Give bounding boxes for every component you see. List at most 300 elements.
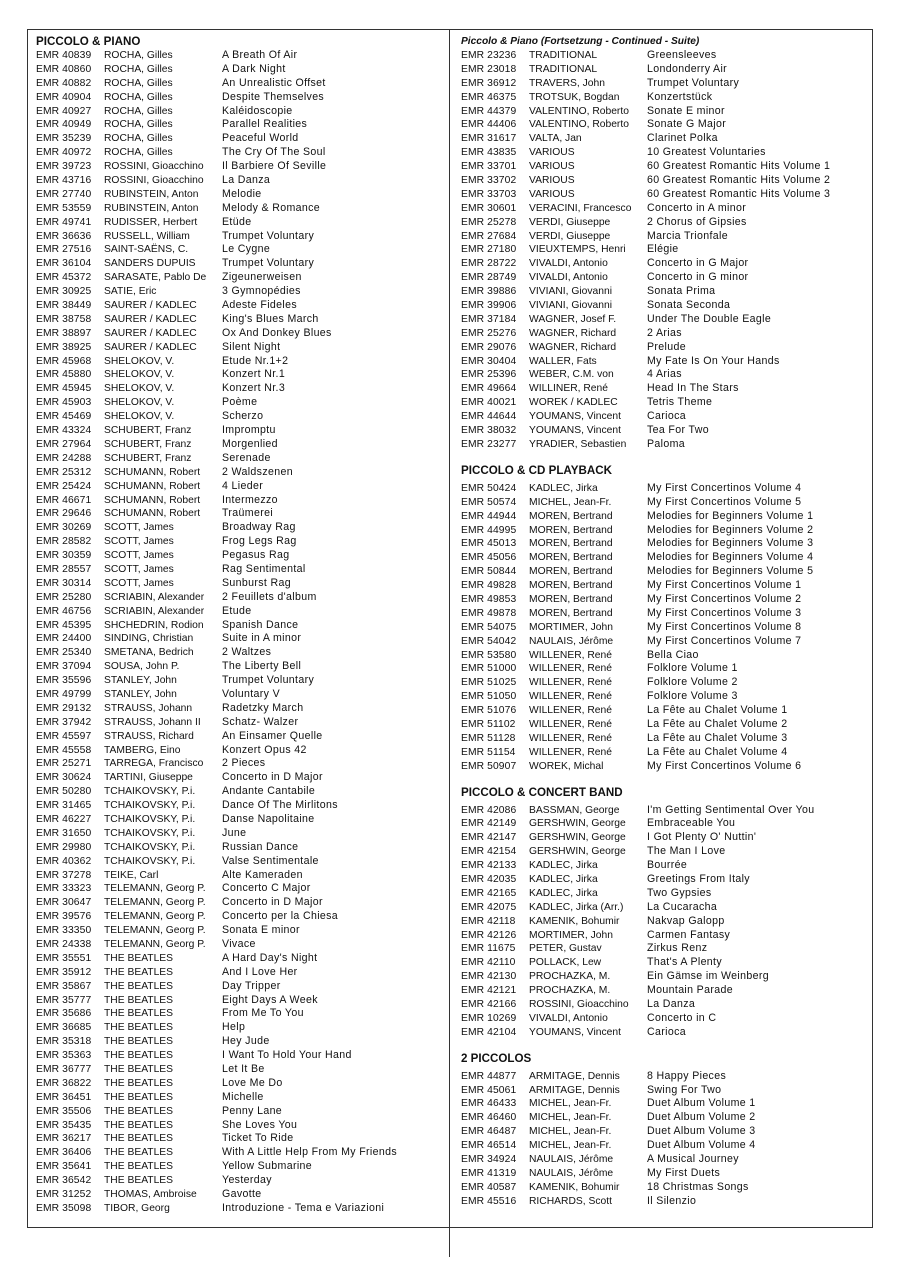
catalog-entry xyxy=(36,202,442,216)
catalog-number: EMR 29980 xyxy=(36,841,92,853)
piece-title: Hey Jude xyxy=(222,1035,270,1048)
catalog-entry xyxy=(36,494,442,508)
piece-title: Melodie xyxy=(222,187,262,200)
catalog-entry xyxy=(461,313,866,327)
catalog-entry xyxy=(461,817,866,831)
catalog-number: EMR 25276 xyxy=(461,327,517,339)
composer-name: VIVIANI, Giovanni xyxy=(529,300,612,312)
catalog-number: EMR 33323 xyxy=(36,883,92,895)
composer-name: NAULAIS, Jérôme xyxy=(529,635,614,647)
catalog-number: EMR 51076 xyxy=(461,705,517,717)
catalog-number: EMR 39886 xyxy=(461,286,517,298)
catalog-number: EMR 35506 xyxy=(36,1105,92,1117)
catalog-number: EMR 36636 xyxy=(36,230,92,242)
piece-title: Elégie xyxy=(647,243,679,256)
piece-title: My First Concertinos Volume 5 xyxy=(647,495,802,508)
piece-title: June xyxy=(222,826,247,839)
composer-name: MICHEL, Jean-Fr. xyxy=(529,496,612,508)
piece-title: Danse Napolitaine xyxy=(222,812,315,825)
composer-name: THE BEATLES xyxy=(104,1147,174,1159)
catalog-number: EMR 38032 xyxy=(461,425,517,437)
catalog-number: EMR 39576 xyxy=(36,911,92,923)
catalog-entry xyxy=(461,49,866,63)
piece-title: La Fête au Chalet Volume 1 xyxy=(647,704,788,717)
composer-name: RUBINSTEIN, Anton xyxy=(104,188,199,200)
piece-title: With A Little Help From My Friends xyxy=(222,1146,397,1159)
catalog-entry xyxy=(36,966,442,980)
composer-name: NAULAIS, Jérôme xyxy=(529,1167,614,1179)
composer-name: MICHEL, Jean-Fr. xyxy=(529,1098,612,1110)
piece-title: I'm Getting Sentimental Over You xyxy=(647,803,815,816)
catalog-entry xyxy=(36,744,442,758)
catalog-entry xyxy=(461,1097,866,1111)
catalog-entry xyxy=(36,799,442,813)
composer-name: TROTSUK, Bogdan xyxy=(529,91,620,103)
piece-title: Suite in A minor xyxy=(222,632,302,645)
catalog-entry xyxy=(36,1119,442,1133)
piece-title: 60 Greatest Romantic Hits Volume 1 xyxy=(647,160,831,173)
catalog-number: EMR 46487 xyxy=(461,1126,517,1138)
catalog-entry xyxy=(36,299,442,313)
piece-title: Sonata Prima xyxy=(647,285,716,298)
section-title: Piccolo & Piano (Fortsetzung - Continued - Suite) xyxy=(461,36,700,47)
composer-name: THE BEATLES xyxy=(104,1077,174,1089)
catalog-number: EMR 36912 xyxy=(461,77,517,89)
catalog-entry xyxy=(461,424,866,438)
catalog-entry xyxy=(461,690,866,704)
composer-name: MOREN, Bertrand xyxy=(529,510,613,522)
composer-name: WILLENER, René xyxy=(529,718,612,730)
composer-name: THE BEATLES xyxy=(104,1008,174,1020)
piece-title: 2 Pieces xyxy=(222,757,266,770)
catalog-entry xyxy=(461,942,866,956)
composer-name: PETER, Gustav xyxy=(529,943,602,955)
piece-title: Vivace xyxy=(222,938,256,950)
catalog-number: EMR 50574 xyxy=(461,496,517,508)
catalog-entry xyxy=(36,952,442,966)
catalog-number: EMR 49853 xyxy=(461,593,517,605)
catalog-number: EMR 40362 xyxy=(36,855,92,867)
catalog-entry xyxy=(461,510,866,524)
piece-title: Concerto in C xyxy=(647,1011,717,1024)
catalog-number: EMR 42035 xyxy=(461,873,517,885)
catalog-number: EMR 36822 xyxy=(36,1077,92,1089)
catalog-entry xyxy=(36,813,442,827)
catalog-entry xyxy=(36,563,442,577)
catalog-entry xyxy=(461,845,866,859)
catalog-number: EMR 27684 xyxy=(461,230,517,242)
piece-title: King's Blues March xyxy=(222,312,319,325)
catalog-entry xyxy=(461,77,866,91)
catalog-number: EMR 35641 xyxy=(36,1161,92,1173)
catalog-entry xyxy=(36,855,442,869)
catalog-number: EMR 54042 xyxy=(461,635,517,647)
catalog-entry xyxy=(36,660,442,674)
catalog-entry xyxy=(461,188,866,202)
piece-title: Sonata Seconda xyxy=(647,299,731,312)
catalog-entry xyxy=(461,524,866,538)
composer-name: SMETANA, Bedrich xyxy=(104,647,194,659)
composer-name: VARIOUS xyxy=(529,188,575,200)
composer-name: RUDISSER, Herbert xyxy=(104,216,198,228)
catalog-entry xyxy=(36,577,442,591)
composer-name: YOUMANS, Vincent xyxy=(529,411,621,423)
composer-name: VALENTINO, Roberto xyxy=(529,119,629,131)
piece-title: Andante Cantabile xyxy=(222,785,316,798)
catalog-entry xyxy=(461,105,866,119)
piece-title: A Hard Day's Night xyxy=(222,951,318,964)
piece-title: My Fate Is On Your Hands xyxy=(647,354,780,367)
catalog-entry xyxy=(36,1077,442,1091)
catalog-entry xyxy=(461,579,866,593)
composer-name: WOREK / KADLEC xyxy=(529,397,618,409)
catalog-entry xyxy=(36,591,442,605)
catalog-number: EMR 42075 xyxy=(461,901,517,913)
catalog-number: EMR 53580 xyxy=(461,649,517,661)
catalog-number: EMR 25396 xyxy=(461,369,517,381)
composer-name: SCHUMANN, Robert xyxy=(104,480,201,492)
piece-title: 60 Greatest Romantic Hits Volume 3 xyxy=(647,187,831,200)
catalog-entry xyxy=(461,956,866,970)
catalog-entry xyxy=(36,827,442,841)
catalog-entry xyxy=(36,632,442,646)
piece-title: Voluntary V xyxy=(222,687,281,700)
catalog-number: EMR 30314 xyxy=(36,577,92,589)
catalog-entry xyxy=(36,1021,442,1035)
catalog-section xyxy=(461,1052,866,1209)
catalog-entry xyxy=(461,970,866,984)
catalog-number: EMR 23018 xyxy=(461,63,517,75)
catalog-number: EMR 24288 xyxy=(36,452,92,464)
catalog-number: EMR 40972 xyxy=(36,147,92,159)
catalog-entry xyxy=(36,674,442,688)
catalog-section xyxy=(461,35,866,452)
catalog-number: EMR 31650 xyxy=(36,827,92,839)
catalog-number: EMR 30624 xyxy=(36,772,92,784)
catalog-number: EMR 45469 xyxy=(36,411,92,423)
composer-name: ROCHA, Gilles xyxy=(104,91,173,103)
catalog-entry xyxy=(36,1188,442,1202)
catalog-number: EMR 37278 xyxy=(36,869,92,881)
catalog-number: EMR 28582 xyxy=(36,536,92,548)
composer-name: MICHEL, Jean-Fr. xyxy=(529,1126,612,1138)
composer-name: SHELOKOV, V. xyxy=(104,369,175,381)
piece-title: Duet Album Volume 1 xyxy=(647,1097,756,1110)
composer-name: ROCHA, Gilles xyxy=(104,77,173,89)
composer-name: RUBINSTEIN, Anton xyxy=(104,202,199,214)
catalog-number: EMR 51102 xyxy=(461,718,516,730)
catalog-number: EMR 25312 xyxy=(36,466,92,478)
catalog-entry xyxy=(461,732,866,746)
catalog-entry xyxy=(461,285,866,299)
piece-title: Bourrée xyxy=(647,859,688,872)
catalog-entry xyxy=(461,607,866,621)
composer-name: GERSHWIN, George xyxy=(529,818,626,830)
composer-name: TCHAIKOVSKY, P.i. xyxy=(104,841,196,853)
piece-title: Yesterday xyxy=(222,1174,272,1187)
composer-name: MORTIMER, John xyxy=(529,621,613,633)
composer-name: WILLENER, René xyxy=(529,746,612,758)
composer-name: MOREN, Bertrand xyxy=(529,566,613,578)
piece-title: Sunburst Rag xyxy=(222,576,291,589)
catalog-number: EMR 49828 xyxy=(461,580,517,592)
composer-name: YOUMANS, Vincent xyxy=(529,1026,621,1038)
catalog-entry xyxy=(461,132,866,146)
composer-name: THE BEATLES xyxy=(104,1119,174,1131)
catalog-number: EMR 27740 xyxy=(36,188,92,200)
section-title: 2 PICCOLOS xyxy=(461,1051,532,1065)
catalog-entry xyxy=(461,635,866,649)
catalog-number: EMR 50280 xyxy=(36,786,92,798)
catalog-entry xyxy=(461,649,866,663)
composer-name: THE BEATLES xyxy=(104,1175,174,1187)
catalog-number: EMR 28749 xyxy=(461,272,517,284)
catalog-entry xyxy=(461,704,866,718)
catalog-entry xyxy=(36,1202,442,1216)
catalog-number: EMR 36777 xyxy=(36,1064,92,1076)
piece-title: Eight Days A Week xyxy=(222,993,318,1006)
composer-name: WEBER, C.M. von xyxy=(529,369,614,381)
composer-name: TELEMANN, Georg P. xyxy=(104,939,206,950)
piece-title: Greetings From Italy xyxy=(647,872,750,885)
catalog-entry xyxy=(461,1195,866,1209)
piece-title: Michelle xyxy=(222,1090,264,1103)
composer-name: WILLENER, René xyxy=(529,677,612,689)
catalog-entry xyxy=(461,887,866,901)
piece-title: Serenade xyxy=(222,451,271,464)
composer-name: STRAUSS, Richard xyxy=(104,730,194,742)
piece-title: Ticket To Ride xyxy=(222,1132,294,1145)
catalog-entry xyxy=(461,174,866,188)
catalog-number: EMR 30647 xyxy=(36,897,92,909)
piece-title: Kaléidoscopie xyxy=(222,104,293,117)
composer-name: VIVALDI, Antonio xyxy=(529,258,608,270)
piece-title: She Loves You xyxy=(222,1118,298,1131)
composer-name: SHELOKOV, V. xyxy=(104,411,175,423)
catalog-number: EMR 27964 xyxy=(36,438,92,450)
composer-name: SCRIABIN, Alexander xyxy=(104,605,205,617)
catalog-entry xyxy=(36,271,442,285)
catalog-entry xyxy=(36,730,442,744)
catalog-entry xyxy=(36,605,442,619)
composer-name: ROCHA, Gilles xyxy=(104,133,173,145)
composer-name: MICHEL, Jean-Fr. xyxy=(529,1140,612,1152)
catalog-number: EMR 25280 xyxy=(36,591,92,603)
piece-title: Folklore Volume 1 xyxy=(647,662,738,675)
catalog-entry xyxy=(36,438,442,452)
catalog-entry xyxy=(36,230,442,244)
catalog-section xyxy=(461,786,866,1040)
composer-name: KADLEC, Jirka (Arr.) xyxy=(529,901,624,913)
composer-name: THE BEATLES xyxy=(104,1133,174,1145)
catalog-entry xyxy=(461,1084,866,1098)
composer-name: THE BEATLES xyxy=(104,980,174,992)
composer-name: SARASATE, Pablo De xyxy=(104,272,207,284)
catalog-entry xyxy=(36,1146,442,1160)
catalog-entry xyxy=(36,216,442,230)
composer-name: STRAUSS, Johann xyxy=(104,702,193,714)
piece-title: Zigeunerweisen xyxy=(222,271,302,284)
catalog-entry xyxy=(36,105,442,119)
piece-title: Broadway Rag xyxy=(222,521,296,534)
catalog-entry xyxy=(461,998,866,1012)
catalog-entry xyxy=(36,757,442,771)
piece-title: My First Concertinos Volume 2 xyxy=(647,592,802,605)
piece-title: La Cucaracha xyxy=(647,900,718,913)
piece-title: Tetris Theme xyxy=(647,396,713,409)
piece-title: Intermezzo xyxy=(222,493,278,506)
catalog-number: EMR 44995 xyxy=(461,524,517,536)
composer-name: WOREK, Michal xyxy=(529,760,604,772)
catalog-number: EMR 45056 xyxy=(461,552,517,564)
catalog-number: EMR 29132 xyxy=(36,702,92,714)
catalog-number: EMR 49741 xyxy=(36,216,92,228)
piece-title: Love Me Do xyxy=(222,1076,283,1089)
composer-name: VERACINI, Francesco xyxy=(529,202,632,214)
composer-name: MOREN, Bertrand xyxy=(529,538,613,550)
piece-title: Alte Kameraden xyxy=(222,868,303,881)
catalog-number: EMR 46514 xyxy=(461,1140,517,1152)
catalog-number: EMR 24338 xyxy=(36,939,92,950)
catalog-number: EMR 50844 xyxy=(461,566,517,578)
piece-title: Mountain Parade xyxy=(647,984,733,997)
catalog-entry xyxy=(461,382,866,396)
composer-name: ROSSINI, Gioacchino xyxy=(104,161,204,173)
piece-title: Concerto in G Major xyxy=(647,257,749,270)
catalog-entry xyxy=(461,355,866,369)
composer-name: THOMAS, Ambroise xyxy=(104,1189,197,1201)
composer-name: VALENTINO, Roberto xyxy=(529,105,629,117)
piece-title: My First Concertinos Volume 1 xyxy=(647,579,802,592)
catalog-number: EMR 35912 xyxy=(36,966,92,978)
catalog-entry xyxy=(461,901,866,915)
composer-name: ROSSINI, Gioacchino xyxy=(104,175,204,187)
composer-name: SOUSA, John P. xyxy=(104,661,180,673)
catalog-entry xyxy=(461,257,866,271)
catalog-number: EMR 37184 xyxy=(461,313,517,325)
catalog-entry xyxy=(461,593,866,607)
catalog-entry xyxy=(36,452,442,466)
composer-name: WALLER, Fats xyxy=(529,355,597,367)
composer-name: SINDING, Christian xyxy=(104,633,194,645)
composer-name: TARREGA, Francisco xyxy=(104,758,204,770)
piece-title: Londonderry Air xyxy=(647,62,728,75)
composer-name: MOREN, Bertrand xyxy=(529,552,613,564)
composer-name: MOREN, Bertrand xyxy=(529,580,613,592)
catalog-entry xyxy=(36,49,442,63)
composer-name: ROCHA, Gilles xyxy=(104,63,173,75)
catalog-number: EMR 45372 xyxy=(36,272,92,284)
catalog-number: EMR 29076 xyxy=(461,341,517,353)
piece-title: Impromptu xyxy=(222,424,276,437)
composer-name: ROCHA, Gilles xyxy=(104,119,173,131)
catalog-number: EMR 39906 xyxy=(461,300,517,312)
catalog-entry xyxy=(461,327,866,341)
catalog-entry xyxy=(461,496,866,510)
catalog-number: EMR 28722 xyxy=(461,258,517,270)
catalog-number: EMR 50424 xyxy=(461,482,517,494)
catalog-number: EMR 35686 xyxy=(36,1008,92,1020)
catalog-entry xyxy=(36,688,442,702)
composer-name: ARMITAGE, Dennis xyxy=(529,1084,620,1096)
composer-name: TEIKE, Carl xyxy=(104,869,159,881)
catalog-number: EMR 24400 xyxy=(36,633,92,645)
catalog-number: EMR 42149 xyxy=(461,818,517,830)
piece-title: Two Gypsies xyxy=(647,886,712,899)
catalog-number: EMR 36406 xyxy=(36,1147,92,1159)
catalog-number: EMR 42166 xyxy=(461,999,517,1010)
catalog-entry xyxy=(36,118,442,132)
catalog-number: EMR 51000 xyxy=(461,663,517,675)
composer-name: TELEMANN, Georg P. xyxy=(104,911,206,923)
catalog-entry xyxy=(36,535,442,549)
piece-title: My First Concertinos Volume 8 xyxy=(647,620,802,633)
right-column xyxy=(461,35,866,1209)
composer-name: SHCHEDRIN, Rodion xyxy=(104,619,204,631)
piece-title: Introduzione - Tema e Variazioni xyxy=(222,1201,385,1214)
piece-title: 2 Waltzes xyxy=(222,646,272,659)
piece-title: Schatz- Walzer xyxy=(222,715,299,728)
catalog-number: EMR 35777 xyxy=(36,994,92,1006)
composer-name: SCRIABIN, Alexander xyxy=(104,591,205,603)
catalog-entry xyxy=(461,915,866,929)
catalog-number: EMR 36542 xyxy=(36,1175,92,1187)
catalog-number: EMR 10269 xyxy=(461,1012,517,1024)
catalog-entry xyxy=(36,841,442,855)
piece-title: Ox And Donkey Blues xyxy=(222,326,332,339)
composer-name: YOUMANS, Vincent xyxy=(529,425,621,437)
catalog-number: EMR 40839 xyxy=(36,50,92,61)
piece-title: Concerto per la Chiesa xyxy=(222,910,339,923)
composer-name: VIVIANI, Giovanni xyxy=(529,286,612,298)
piece-title: Carioca xyxy=(647,410,686,423)
piece-title: My First Concertinos Volume 3 xyxy=(647,606,802,619)
catalog-number: EMR 30925 xyxy=(36,286,92,298)
catalog-number: EMR 42133 xyxy=(461,860,517,872)
piece-title: An Unrealistic Offset xyxy=(222,76,326,89)
catalog-entry xyxy=(36,396,442,410)
composer-name: WILLENER, René xyxy=(529,663,612,675)
catalog-number: EMR 38925 xyxy=(36,341,92,353)
composer-name: GERSHWIN, George xyxy=(529,846,626,858)
catalog-number: EMR 42154 xyxy=(461,846,517,858)
catalog-number: EMR 31465 xyxy=(36,800,92,812)
catalog-entry xyxy=(36,1035,442,1049)
catalog-entry xyxy=(36,410,442,424)
piece-title: 18 Christmas Songs xyxy=(647,1180,749,1193)
catalog-number: EMR 35867 xyxy=(36,980,92,992)
catalog-entry xyxy=(36,1105,442,1119)
composer-name: SAURER / KADLEC xyxy=(104,327,197,339)
composer-name: SCHUBERT, Franz xyxy=(104,438,192,450)
catalog-number: EMR 43716 xyxy=(36,175,92,187)
composer-name: ROCHA, Gilles xyxy=(104,105,173,117)
section-title: PICCOLO & CD PLAYBACK xyxy=(461,463,612,477)
piece-title: A Musical Journey xyxy=(647,1153,739,1166)
catalog-number: EMR 45013 xyxy=(461,538,517,550)
catalog-entry xyxy=(36,702,442,716)
piece-title: Swing For Two xyxy=(647,1083,722,1096)
piece-title: 2 Feuillets d'album xyxy=(222,590,317,603)
catalog-number: EMR 46756 xyxy=(36,605,92,617)
catalog-number: EMR 38758 xyxy=(36,313,92,325)
piece-title: 10 Greatest Voluntaries xyxy=(647,146,766,159)
piece-title: Radetzky March xyxy=(222,701,304,714)
piece-title: Le Cygne xyxy=(222,243,271,256)
piece-title: 2 Waldszenen xyxy=(222,465,293,478)
composer-name: ROCHA, Gilles xyxy=(104,50,173,61)
catalog-entry xyxy=(461,1026,866,1040)
